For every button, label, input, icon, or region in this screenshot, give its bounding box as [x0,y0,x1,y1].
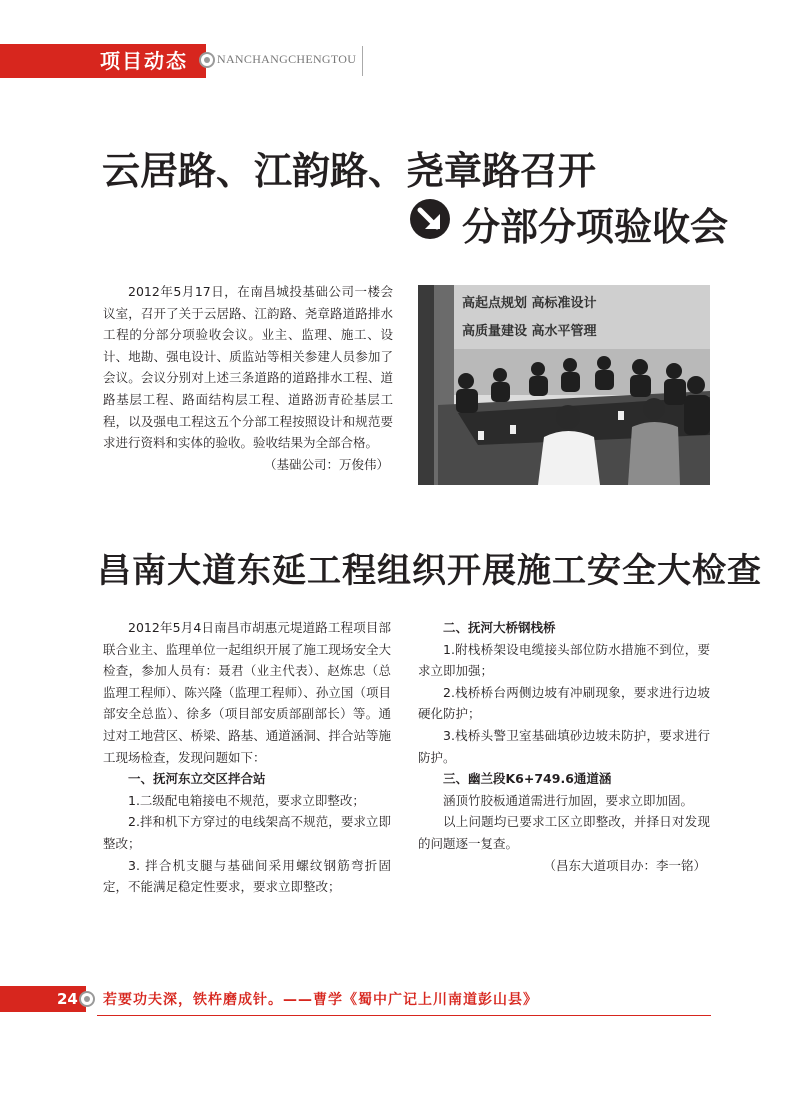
meeting-photo [418,285,710,485]
photo-slogan-line1: 高起点规划 高标准设计 [462,296,597,311]
article1-title-line2: 分部分项验收会 [462,204,729,249]
brand-name: NANCHANGCHENGTOU [217,52,357,66]
article2-section1-item: 3. 拌合机支腿与基础间采用螺纹钢筋弯折固定，不能满足稳定性要求，要求立即整改； [103,857,391,895]
article2-section3-item: 涵顶竹胶板通道需进行加固，要求立即加固。 [443,792,694,808]
footer-quote: 若要功夫深，铁杵磨成针。——曹学《蜀中广记上川南道彭山县》 [103,992,538,1008]
article1-credit: （基础公司：万俊伟） [263,456,389,472]
header-divider [362,46,363,76]
article2-closing: 以上问题均已要求工区立即整改，并择日对发现的问题逐一复查。 [418,814,710,851]
bullet-circle-icon [199,52,215,68]
article2-intro: 2012年5月4日南昌市胡惠元堤道路工程项目部联合业主、监理单位一起组织开展了施工现场安全大检查，参加人员有：聂君（业主代表）、赵炼忠（总监理工程师）、陈兴隆（监理工程师）、孙立国（项目部安全总监）、徐多（项目部安质部副部长）等。通过对工地营区、桥梁、路基、通道涵洞、拌合站等施工现场检查，发现问题如下： [103,620,391,765]
article1-title-line1: 云居路、江韵路、尧章路召开 [102,148,597,193]
page-number: 24 [57,990,78,1008]
arrow-circle-icon [410,199,450,239]
article1-paragraph: 2012年5月17日，在南昌城投基础公司一楼会议室，召开了关于云居路、江韵路、尧章路道路排水工程的分部分项验收会议。业主、监理、施工、设计、地勘、强电设计、质监站等相关参建人员参加了会议。会议分别对上述三条道路的道路排水工程、道路基层工程、路面结构层工程、道路沥青砼基层工程，以及强电工程这五个分部工程按照设计和规范要求进行资料和实体的验收。验收结果为全部合格。 [103,284,393,451]
article2-section1-item: 1.二级配电箱接电不规范，要求立即整改； [128,792,365,808]
section-label: 项目动态 [100,49,188,73]
article2-section1-heading: 一、抚河东立交区拌合站 [128,771,266,787]
article2-section2-heading: 二、抚河大桥钢栈桥 [443,620,556,635]
footer-bullet-circle-icon [79,991,95,1007]
article2-title: 昌南大道东延工程组织开展施工安全大检查 [97,551,762,591]
article2-section2-item: 2.栈桥桥台两侧边坡有冲刷现象，要求进行边坡硬化防护； [418,684,710,722]
article2-credit: （昌东大道项目办：李一铭） [543,857,706,873]
article2-column-left [103,617,391,898]
article2-section2-item: 3.栈桥头警卫室基础填砂边坡未防护，要求进行防护。 [418,727,710,765]
article2-section3-heading: 三、幽兰段K6+749.6通道涵 [443,771,612,787]
article2-column-right [418,617,710,876]
photo-slogan-line2: 高质量建设 高水平管理 [462,324,597,339]
footer-rule [97,1015,711,1016]
article1-body [103,281,393,475]
article2-section2-item: 1.附栈桥架设电缆接头部位防水措施不到位，要求立即加强； [418,641,710,679]
article2-section1-item: 2.拌和机下方穿过的电线架高不规范，要求立即整改； [103,814,391,851]
